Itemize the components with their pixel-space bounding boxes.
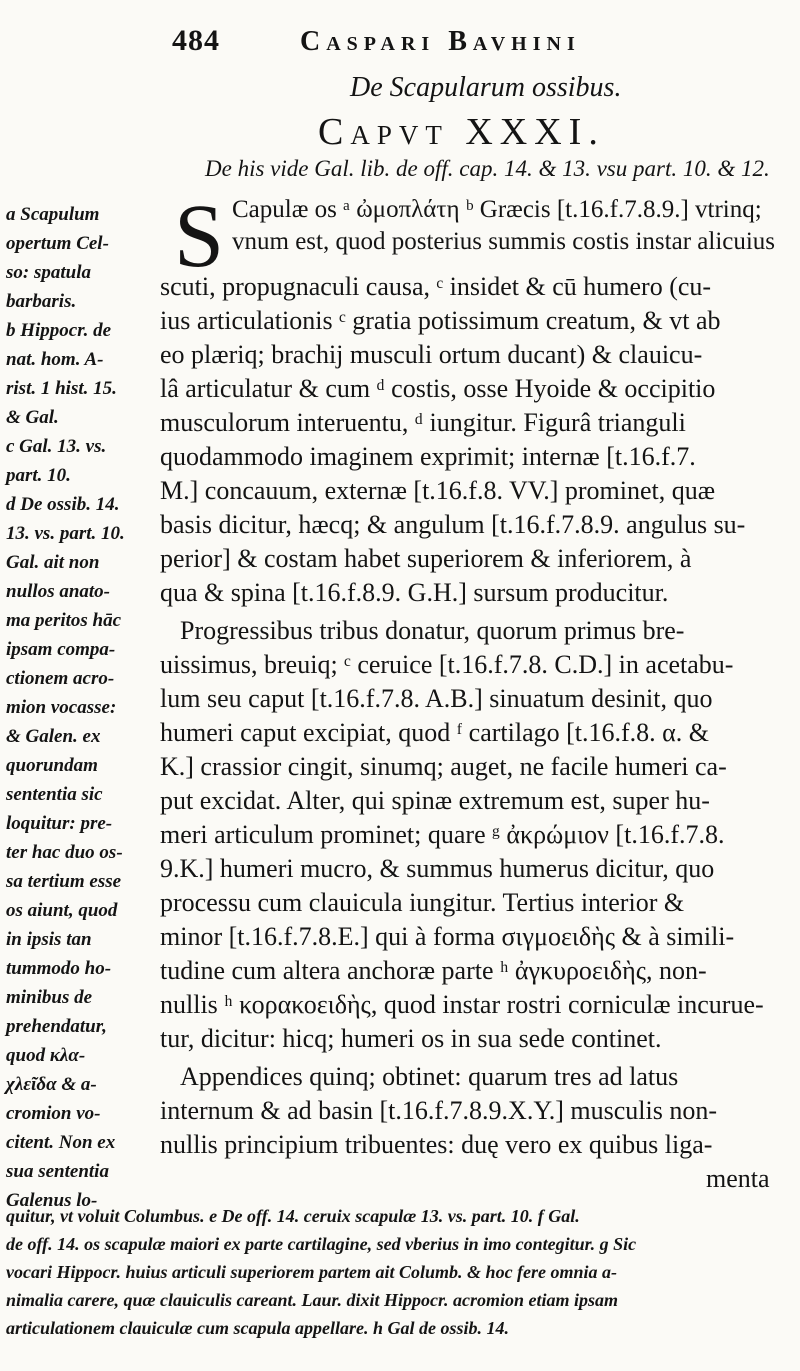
margin-note-line: a Scapulum bbox=[6, 204, 100, 225]
margin-note-line: 13. vs. part. 10. bbox=[6, 523, 125, 544]
text-line: perior] & costam habet superiorem & inferiorem, à bbox=[160, 544, 692, 573]
margin-note-line: χλεῖδα & a- bbox=[6, 1074, 97, 1095]
margin-note-line: part. 10. bbox=[6, 465, 71, 486]
text-line: musculorum interuentu, ᵈ iungitur. Figurâ trianguli bbox=[160, 408, 686, 437]
text-line: K.] crassior cingit, sinumq; auget, ne facile humeri ca- bbox=[160, 752, 727, 781]
section-title: De Scapularum ossibus. bbox=[350, 72, 622, 103]
margin-note-line: citent. Non ex bbox=[6, 1132, 116, 1153]
margin-note-line: rist. 1 hist. 15. bbox=[6, 378, 117, 399]
margin-note-line: b Hippocr. de bbox=[6, 320, 112, 341]
margin-note-line: ma peritos hāc bbox=[6, 610, 122, 631]
footnote-line: quitur, vt voluit Columbus. e De off. 14. ceruix scapulæ 13. vs. part. 10. f Gal. bbox=[6, 1206, 580, 1226]
text-line: vnum est, quod posterius summis costis instar alicuius bbox=[232, 228, 776, 255]
text-line: nullis ʰ κορακοειδὴς, quod instar rostri corniculæ incurue- bbox=[160, 990, 764, 1019]
footnote-line: articulationem clauiculæ cum scapula appellare. h Gal de ossib. 14. bbox=[6, 1318, 510, 1338]
margin-note-line: barbaris. bbox=[6, 291, 77, 312]
text-line: lum seu caput [t.16.f.7.8. A.B.] sinuatum desinit, quo bbox=[160, 684, 713, 713]
chapter-heading: Capvt XXXI. bbox=[318, 111, 605, 153]
text-line: eo plæriq; brachij musculi ortum ducant) & clauicu- bbox=[160, 340, 703, 369]
margin-note-line: minibus de bbox=[6, 987, 93, 1008]
margin-note-line: so: spatula bbox=[6, 262, 91, 283]
text-line: humeri caput excipiat, quod ᶠ cartilago [t.16.f.8. α. & bbox=[160, 718, 709, 747]
margin-note-line: nat. hom. A- bbox=[6, 349, 104, 370]
margin-note-line: sententia sic bbox=[6, 784, 103, 805]
footnote-line: vocari Hippocr. huius articuli superiorem partem ait Columb. & hoc fere omnia a- bbox=[6, 1262, 618, 1282]
margin-note-line: c Gal. 13. vs. bbox=[6, 436, 107, 457]
text-line: processu cum clauicula iungitur. Tertius interior & bbox=[160, 888, 685, 917]
text-line: 9.K.] humeri mucro, & summus humerus dicitur, quo bbox=[160, 854, 715, 883]
margin-note-line: quorundam bbox=[6, 755, 98, 776]
margin-note-line: prehendatur, bbox=[6, 1016, 107, 1037]
margin-note-line: Galenus lo- bbox=[6, 1190, 98, 1211]
margin-note-line: sa tertium esse bbox=[6, 871, 122, 892]
margin-note-line: mion vocasse: bbox=[6, 697, 117, 718]
text-line: Appendices quinq; obtinet: quarum tres ad latus bbox=[180, 1062, 679, 1091]
margin-note-line: os aiunt, quod bbox=[6, 900, 118, 921]
margin-note-line: & Galen. ex bbox=[6, 726, 101, 747]
margin-note-line: opertum Cel- bbox=[6, 233, 109, 254]
text-line: tur, dicitur: hicq; humeri os in sua sede continet. bbox=[160, 1024, 662, 1053]
page-number: 484 bbox=[172, 24, 220, 57]
text-line: scuti, propugnaculi causa, ᶜ insidet & cū humero (cu- bbox=[160, 272, 712, 301]
margin-note-line: Gal. ait non bbox=[6, 552, 100, 573]
margin-note-line: tummodo ho- bbox=[6, 958, 112, 979]
text-line: Progressibus tribus donatur, quorum primus bre- bbox=[180, 616, 685, 645]
text-line: meri articulum prominet; quare ᵍ ἀκρώμιον [t.16.f.7.8. bbox=[160, 820, 725, 849]
margin-note-line: sua sententia bbox=[6, 1161, 109, 1182]
text-line: Capulæ os ᵃ ὠμοπλάτη ᵇ Græcis [t.16.f.7.8.9.] vtrinq; bbox=[232, 196, 762, 223]
margin-note-line: in ipsis tan bbox=[6, 929, 92, 950]
margin-note-line: nullos anato- bbox=[6, 581, 111, 602]
text-line: put excidat. Alter, qui spinæ extremum est, super hu- bbox=[160, 786, 710, 815]
text-line: quodammodo imaginem exprimit; internæ [t.16.f.7. bbox=[160, 442, 696, 471]
footnote-line: nimalia carere, quæ clauiculis careant. Laur. dixit Hippocr. acromion etiam ipsam bbox=[6, 1290, 619, 1310]
margin-note-line: quod κλα- bbox=[6, 1045, 86, 1066]
text-line: menta bbox=[706, 1164, 770, 1193]
margin-note-line: ter hac duo os- bbox=[6, 842, 123, 863]
text-line: qua & spina [t.16.f.8.9. G.H.] sursum producitur. bbox=[160, 578, 669, 607]
margin-note-line: d De ossib. 14. bbox=[6, 494, 120, 515]
running-head: Caspari Bavhini bbox=[300, 26, 581, 57]
margin-note-line: & Gal. bbox=[6, 407, 59, 428]
margin-note-line: ipsam compa- bbox=[6, 639, 116, 660]
text-line: ius articulationis ᶜ gratia potissimum creatum, & vt ab bbox=[160, 306, 721, 335]
footnote-line: de off. 14. os scapulæ maiori ex parte cartilagine, sed vberius in imo contegitur. g Sic bbox=[6, 1234, 637, 1254]
margin-note-line: loquitur: pre- bbox=[6, 813, 113, 834]
text-line: basis dicitur, hæcq; & angulum [t.16.f.7.8.9. angulus su- bbox=[160, 510, 746, 539]
reference-line: De his vide Gal. lib. de off. cap. 14. & 13. vsu part. 10. & 12. bbox=[205, 156, 770, 181]
text-line: M.] concauum, externæ [t.16.f.8. VV.] prominet, quæ bbox=[160, 476, 716, 505]
text-line: lâ articulatur & cum ᵈ costis, osse Hyoide & occipitio bbox=[160, 374, 716, 403]
text-line: nullis principium tribuentes: duę vero ex quibus liga- bbox=[160, 1130, 713, 1159]
drop-cap: S bbox=[174, 187, 225, 286]
text-line: tudine cum altera anchoræ parte ʰ ἀγκυροειδὴς, non- bbox=[160, 956, 707, 985]
margin-note-line: ctionem acro- bbox=[6, 668, 115, 689]
text-line: internum & ad basin [t.16.f.7.8.9.X.Y.] musculis non- bbox=[160, 1096, 718, 1125]
margin-note-line: cromion vo- bbox=[6, 1103, 101, 1124]
text-line: uissimus, breuiq; ᶜ ceruice [t.16.f.7.8. C.D.] in acetabu- bbox=[160, 650, 734, 679]
text-line: minor [t.16.f.7.8.E.] qui à forma σιγμοειδὴς & à simili- bbox=[160, 922, 735, 951]
